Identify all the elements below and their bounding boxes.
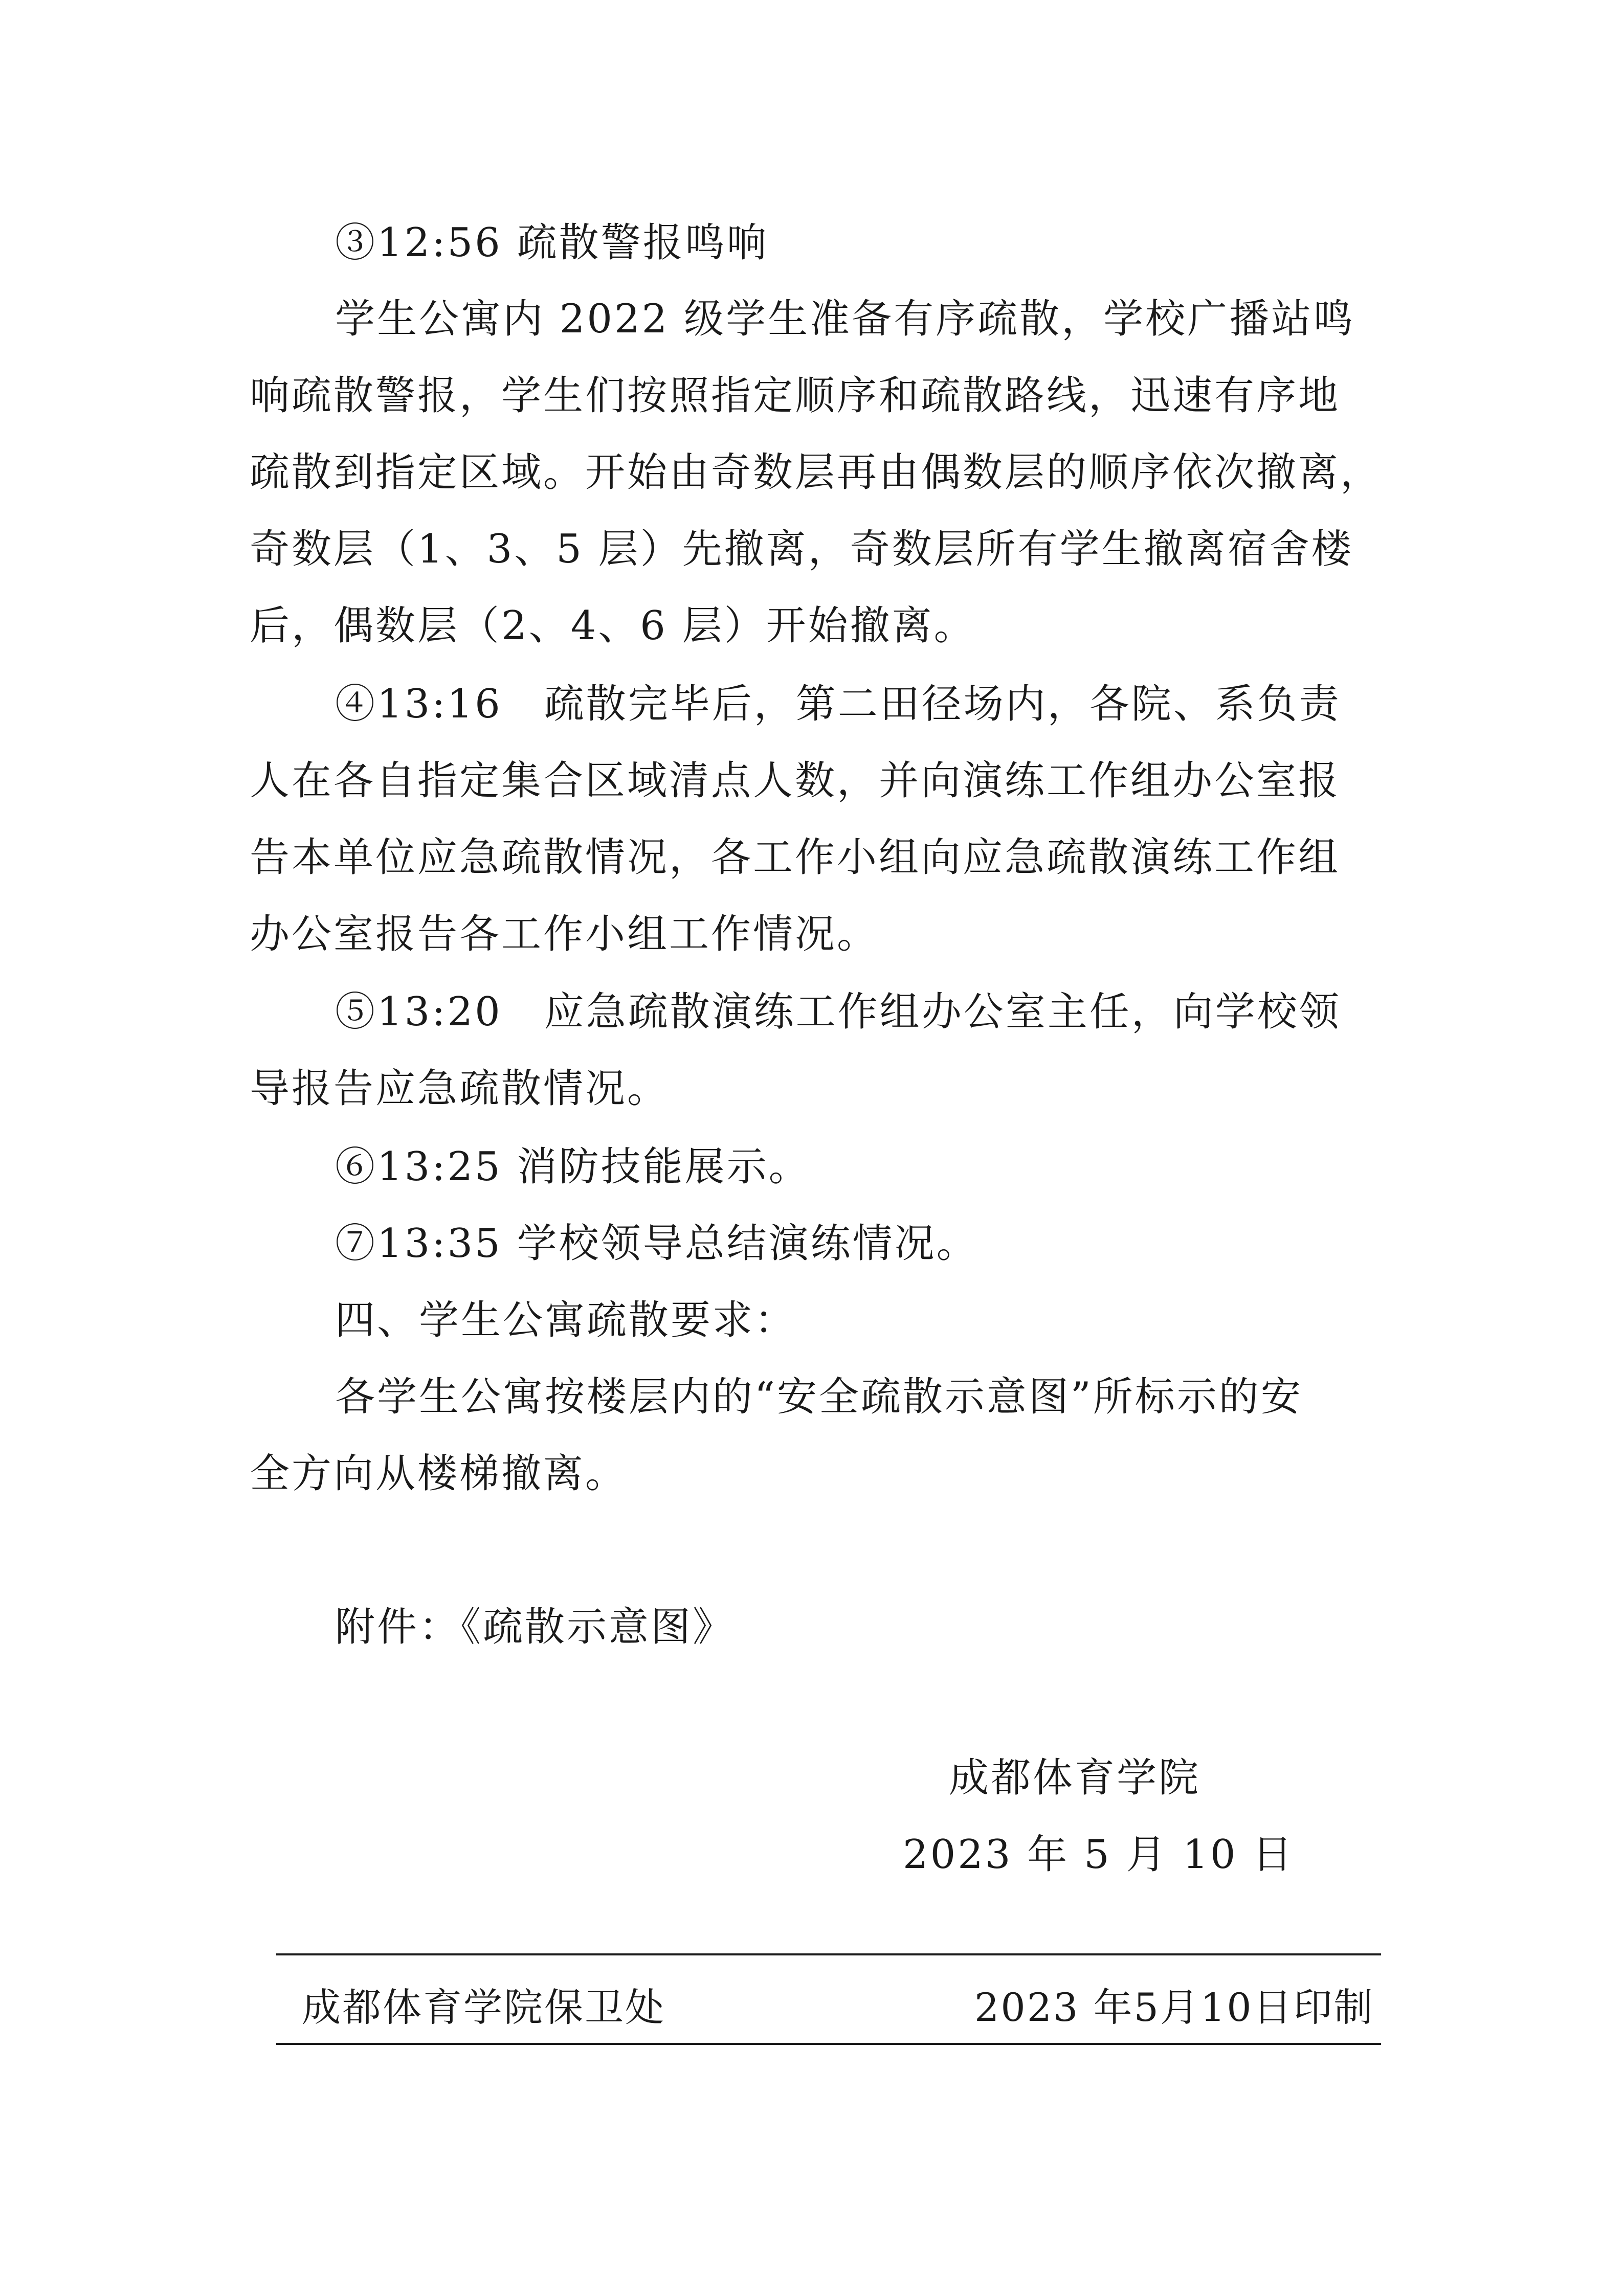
signature-organization: 成都体育学院: [949, 1755, 1201, 1801]
item3-heading: ③12:56 疏散警报鸣响: [335, 220, 769, 266]
section4-line-1: 各学生公寓按楼层内的“安全疏散示意图”所标示的安: [335, 1374, 1303, 1420]
item4-line-3: 告本单位应急疏散情况，各工作小组向应急疏散演练工作组: [250, 835, 1341, 881]
item5-line-1: ⑤13:20 应急疏散演练工作组办公室主任，向学校领: [335, 989, 1341, 1035]
item3-line-2: 响疏散警报，学生们按照指定顺序和疏散路线，迅速有序地: [250, 373, 1341, 419]
item4-line-2: 人在各自指定集合区域清点人数，并向演练工作组办公室报: [250, 758, 1341, 804]
footer-print-date: 2023 年5月10日印制: [974, 1985, 1374, 2030]
item7: ⑦13:35 学校领导总结演练情况。: [335, 1221, 978, 1267]
item5-line-2: 导报告应急疏散情况。: [250, 1066, 670, 1112]
item3-line-3: 疏散到指定区域。开始由奇数层再由偶数层的顺序依次撤离，: [250, 449, 1383, 496]
footer-issuer: 成都体育学院保卫处: [302, 1985, 665, 2030]
item3-line-5: 后，偶数层（2、4、6 层）开始撤离。: [250, 603, 976, 649]
item4-line-1: ④13:16 疏散完毕后，第二田径场内，各院、系负责: [335, 681, 1341, 727]
section4-heading: 四、学生公寓疏散要求：: [335, 1297, 797, 1343]
footer-top-rule: [276, 1953, 1381, 1955]
item6: ⑥13:25 消防技能展示。: [335, 1144, 811, 1190]
item3-line-4: 奇数层（1、3、5 层）先撤离，奇数层所有学生撤离宿舍楼: [250, 526, 1353, 572]
attachment-note: 附件：《疏散示意图》: [335, 1604, 735, 1650]
signature-date: 2023 年 5 月 10 日: [903, 1832, 1295, 1878]
footer-bottom-rule: [276, 2043, 1381, 2045]
item3-line-1: 学生公寓内 2022 级学生准备有序疏散，学校广播站鸣: [335, 296, 1355, 342]
item4-line-4: 办公室报告各工作小组工作情况。: [250, 911, 879, 957]
section4-line-2: 全方向从楼梯撤离。: [250, 1451, 628, 1497]
